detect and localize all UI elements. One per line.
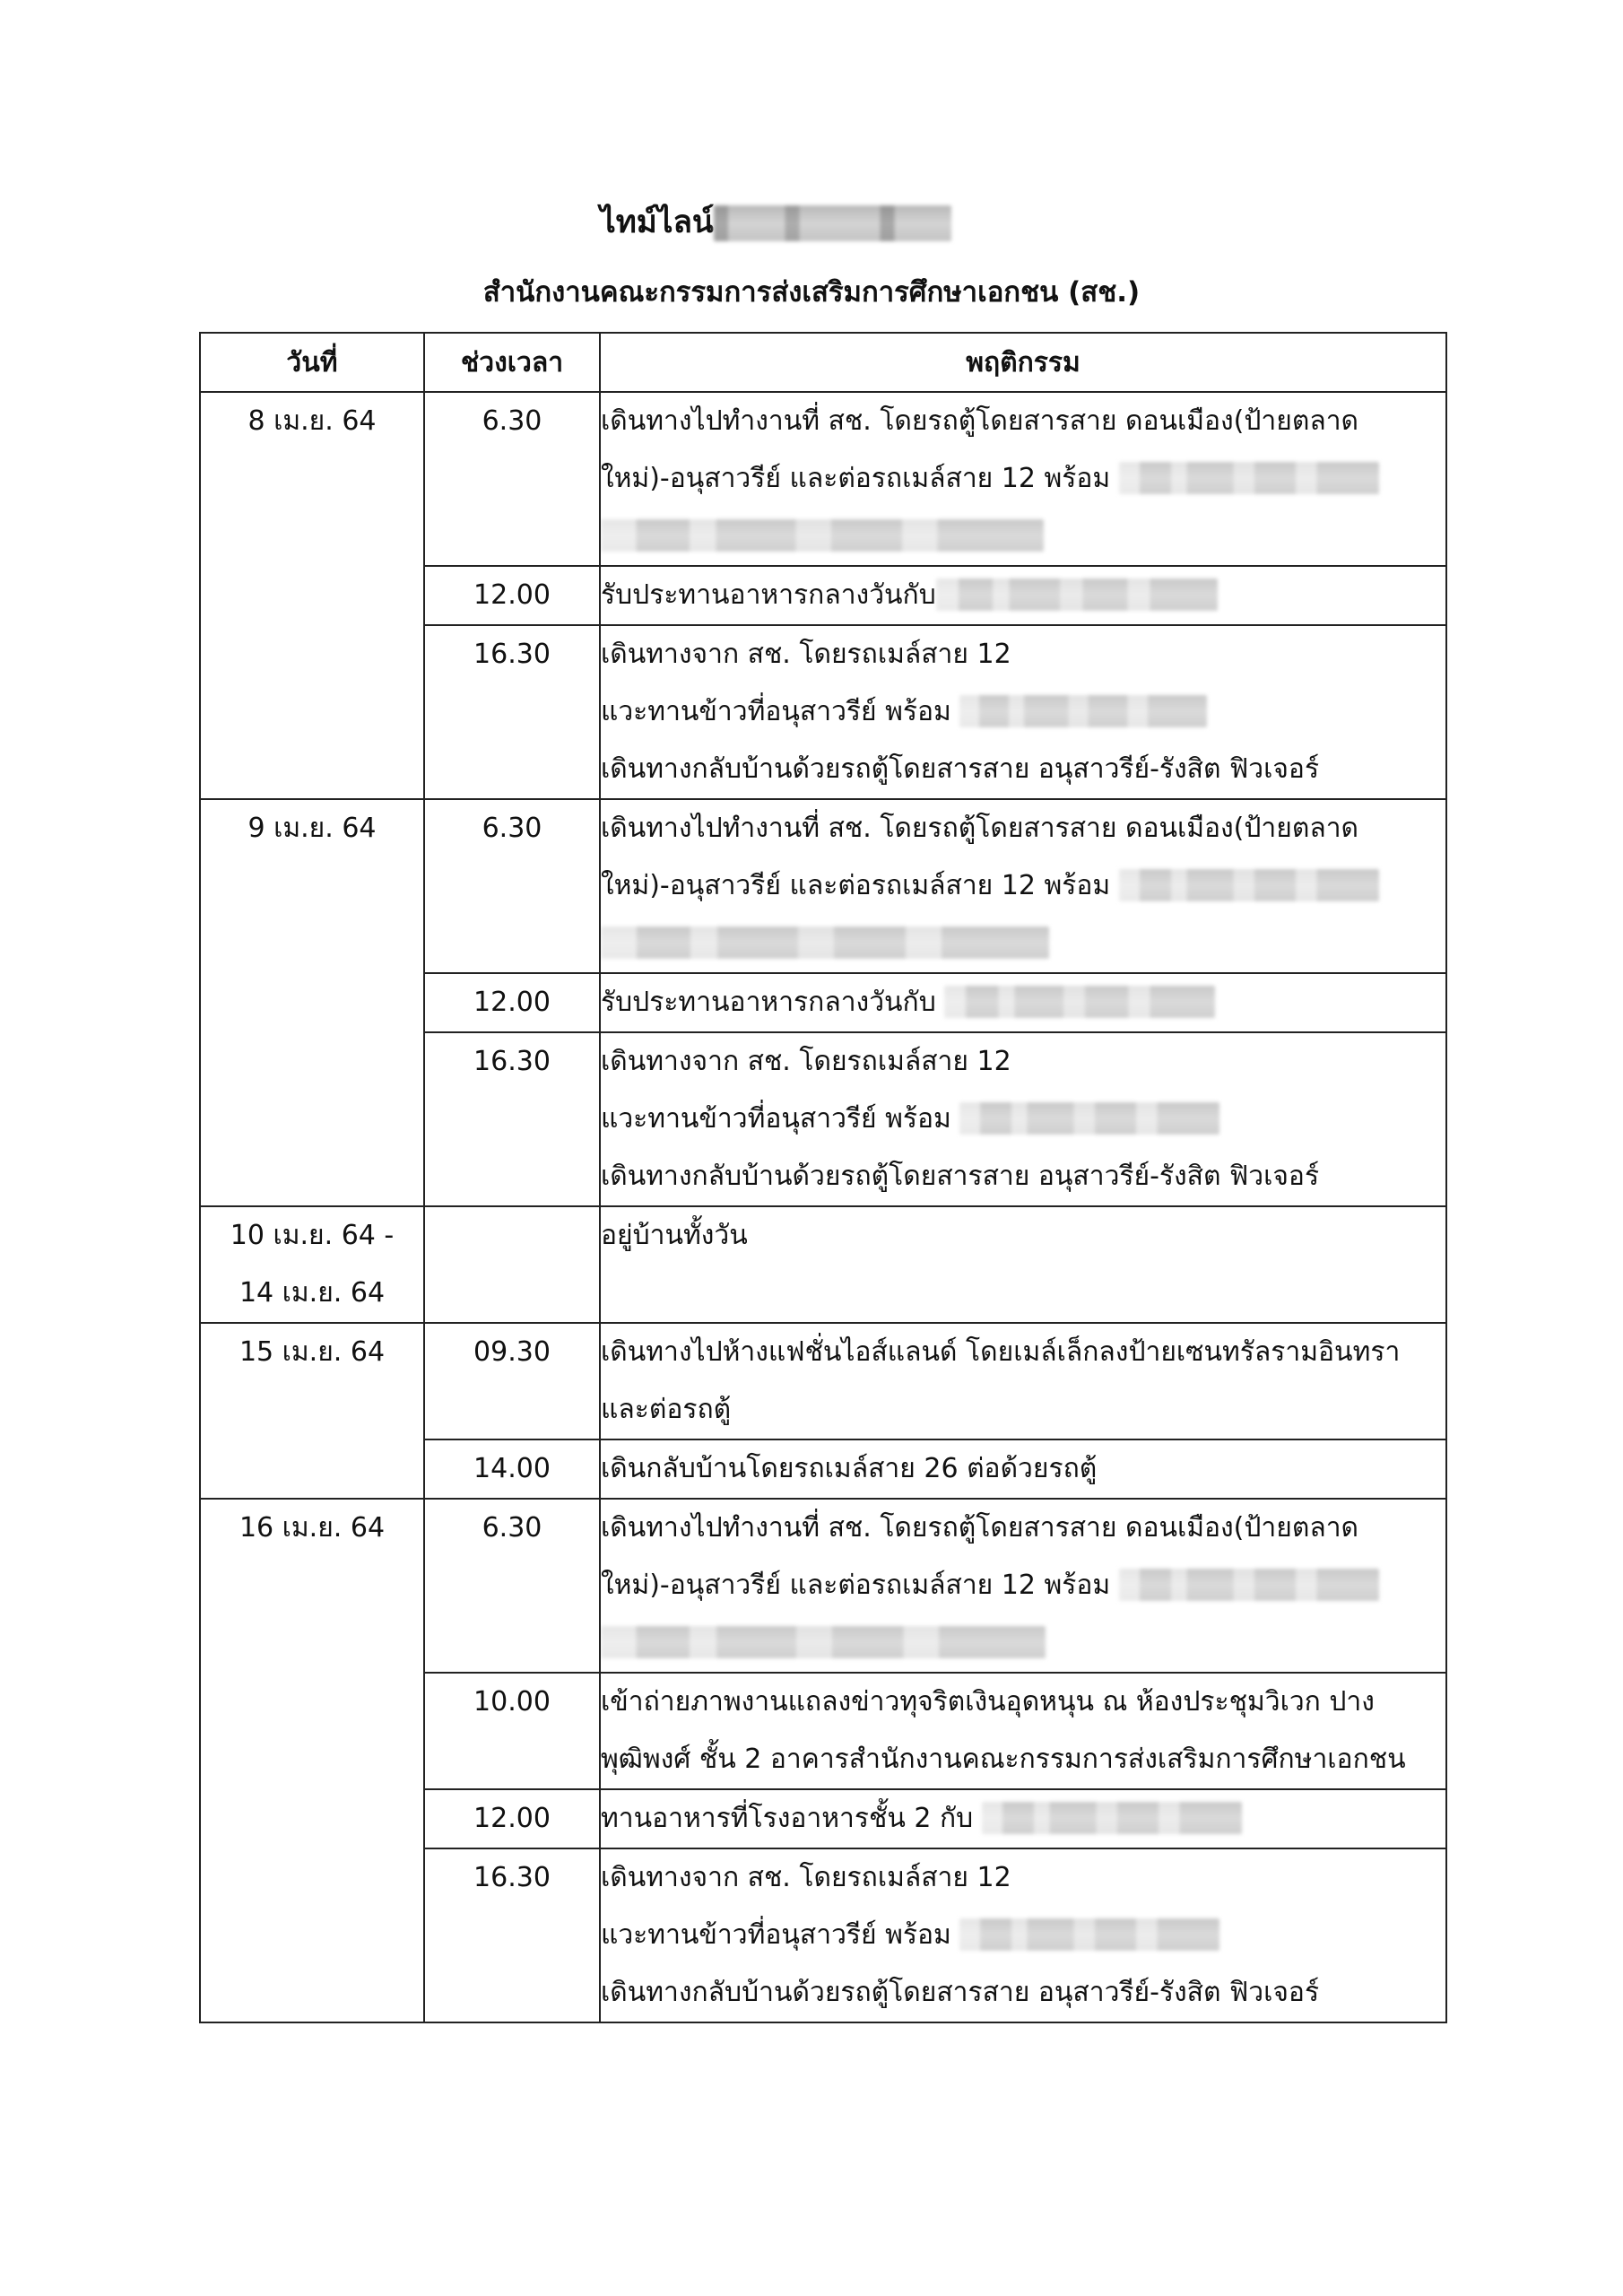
activity-cell: รับประทานอาหารกลางวันกับ xyxy=(600,973,1446,1032)
redacted-name-block xyxy=(714,205,951,241)
time-cell: 16.30 xyxy=(424,625,600,799)
table-row xyxy=(200,799,1446,973)
time-cell: 14.00 xyxy=(424,1439,600,1499)
redacted-text xyxy=(959,1918,1219,1951)
time-cell: 6.30 xyxy=(424,392,600,566)
redacted-text xyxy=(601,519,1044,552)
time-cell: 16.30 xyxy=(424,1848,600,2022)
column-header-activity: พฤติกรรม xyxy=(600,333,1446,392)
time-cell: 09.30 xyxy=(424,1323,600,1439)
column-header-time: ช่วงเวลา xyxy=(424,333,600,392)
date-cell: 10 เม.ย. 64 - 14 เม.ย. 64 xyxy=(200,1206,424,1323)
timeline-table xyxy=(199,332,1447,2023)
time-cell xyxy=(424,1206,600,1323)
date-cell: 8 เม.ย. 64 xyxy=(200,392,424,799)
redacted-text xyxy=(601,1626,1046,1658)
redacted-text xyxy=(1119,869,1379,901)
date-cell: 9 เม.ย. 64 xyxy=(200,799,424,1206)
time-cell: 6.30 xyxy=(424,799,600,973)
activity-cell: เข้าถ่ายภาพงานแถลงข่าวทุจริตเงินอุดหนุน ณ ห้องประชุมวิเวก ปาง พุฒิพงศ์ ชั้น 2 อาคารสำนักงานคณะกรรมการส่งเสริมการศึกษาเอกชน xyxy=(600,1673,1446,1789)
redacted-text xyxy=(959,1102,1219,1135)
date-cell: 15 เม.ย. 64 xyxy=(200,1323,424,1499)
document-subtitle: สำนักงานคณะกรรมการส่งเสริมการศึกษาเอกชน (สช.) xyxy=(482,276,1141,309)
activity-cell: ทานอาหารที่โรงอาหารชั้น 2 กับ xyxy=(600,1789,1446,1848)
activity-cell: เดินกลับบ้านโดยรถเมล์สาย 26 ต่อด้วยรถตู้ xyxy=(600,1439,1446,1499)
redacted-text xyxy=(601,926,1049,959)
table-row xyxy=(200,392,1446,566)
date-cell: 16 เม.ย. 64 xyxy=(200,1499,424,2022)
time-cell: 16.30 xyxy=(424,1032,600,1206)
title-text: ไทม์ไลน์ xyxy=(600,204,714,240)
redacted-text xyxy=(959,695,1207,727)
redacted-text xyxy=(1119,462,1379,494)
time-cell: 12.00 xyxy=(424,566,600,625)
time-cell: 12.00 xyxy=(424,973,600,1032)
redacted-text xyxy=(1119,1569,1379,1601)
activity-cell: เดินทางจาก สช. โดยรถเมล์สาย 12 แวะทานข้าวที่อนุสาวรีย์ พร้อม เดินทางกลับบ้านด้วยรถตู้โดยสารสาย อนุสาวรีย์-รังสิต ฟิวเจอร์ xyxy=(600,625,1446,799)
redacted-text xyxy=(936,578,1218,611)
document-title xyxy=(0,196,1623,249)
activity-cell: เดินทางไปห้างแฟชั่นไอส์แลนด์ โดยเมล์เล็กลงป้ายเซนทรัลรามอินทรา และต่อรถตู้ xyxy=(600,1323,1446,1439)
column-header-date: วันที่ xyxy=(200,333,424,392)
time-cell: 12.00 xyxy=(424,1789,600,1848)
activity-cell: เดินทางไปทำงานที่ สช. โดยรถตู้โดยสารสาย ดอนเมือง(ป้ายตลาด ใหม่)-อนุสาวรีย์ และต่อรถเมล์สาย 12 พร้อม xyxy=(600,392,1446,566)
activity-cell: เดินทางไปทำงานที่ สช. โดยรถตู้โดยสารสาย ดอนเมือง(ป้ายตลาด ใหม่)-อนุสาวรีย์ และต่อรถเมล์สาย 12 พร้อม xyxy=(600,799,1446,973)
table-row xyxy=(200,1499,1446,1673)
activity-cell: เดินทางจาก สช. โดยรถเมล์สาย 12 แวะทานข้าวที่อนุสาวรีย์ พร้อม เดินทางกลับบ้านด้วยรถตู้โดยสารสาย อนุสาวรีย์-รังสิต ฟิวเจอร์ xyxy=(600,1848,1446,2022)
table-row xyxy=(200,1206,1446,1323)
table-header-row xyxy=(200,333,1446,392)
redacted-text xyxy=(982,1802,1242,1834)
redacted-text xyxy=(944,986,1215,1018)
activity-cell: เดินทางจาก สช. โดยรถเมล์สาย 12 แวะทานข้าวที่อนุสาวรีย์ พร้อม เดินทางกลับบ้านด้วยรถตู้โดยสารสาย อนุสาวรีย์-รังสิต ฟิวเจอร์ xyxy=(600,1032,1446,1206)
activity-cell: อยู่บ้านทั้งวัน xyxy=(600,1206,1446,1323)
activity-cell: เดินทางไปทำงานที่ สช. โดยรถตู้โดยสารสาย ดอนเมือง(ป้ายตลาด ใหม่)-อนุสาวรีย์ และต่อรถเมล์สาย 12 พร้อม xyxy=(600,1499,1446,1673)
time-cell: 6.30 xyxy=(424,1499,600,1673)
activity-cell: รับประทานอาหารกลางวันกับ xyxy=(600,566,1446,625)
table-row xyxy=(200,1323,1446,1439)
time-cell: 10.00 xyxy=(424,1673,600,1789)
